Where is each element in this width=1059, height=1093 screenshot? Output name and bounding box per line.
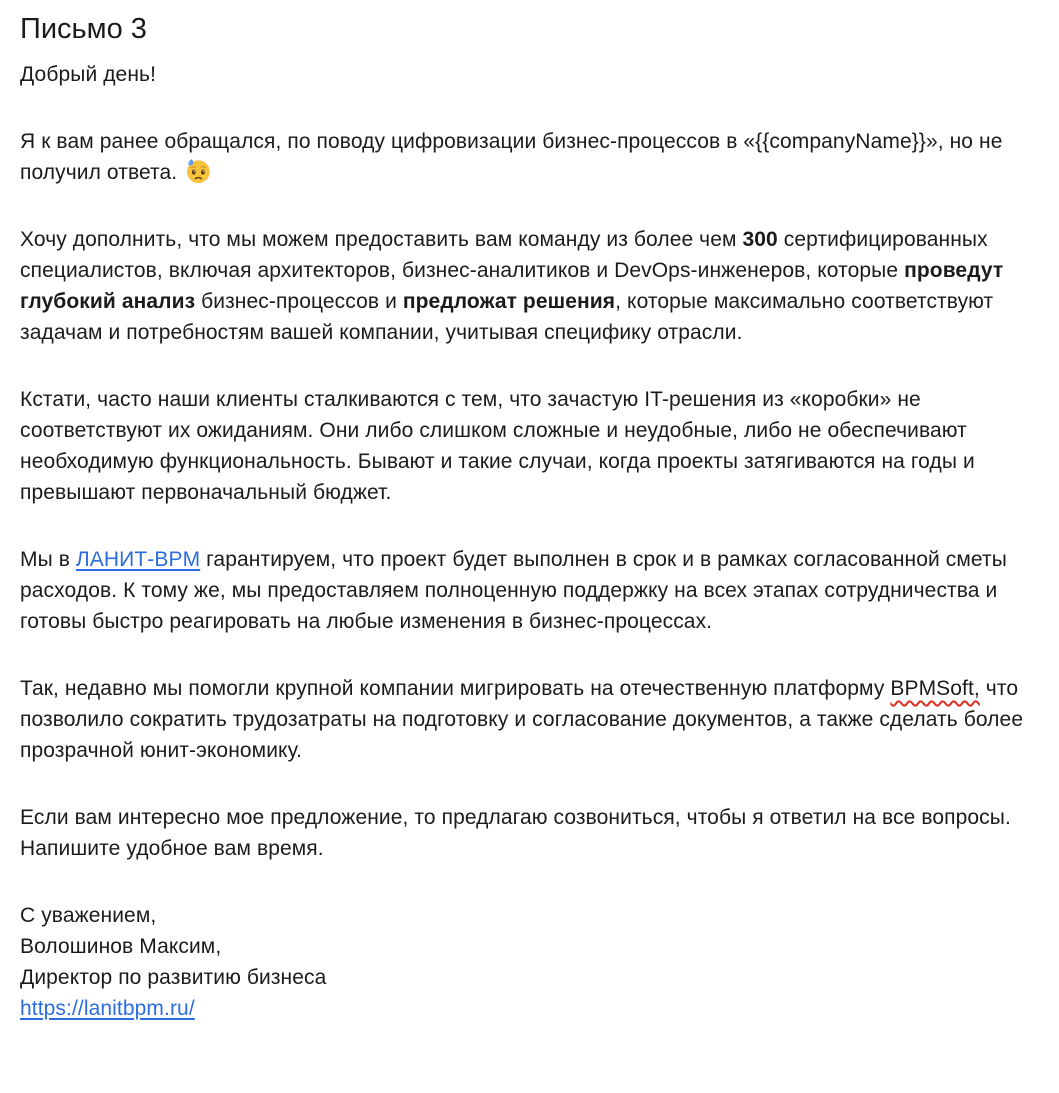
paragraph-guarantee [20,544,1038,637]
signature-name: Волошинов Максим, [20,935,222,958]
paragraph-team [20,224,1038,348]
team-text-2: сертифицированных специалистов, включая архитекторов, бизнес-аналитиков и DevOps-инженеров, которые [20,228,988,282]
guarantee-text-1: Мы в [20,548,76,571]
lanit-bpm-link[interactable]: ЛАНИТ-BPM [75,548,201,571]
team-text-3: бизнес-процессов и [195,290,403,313]
team-text-1: Хочу дополнить, что мы можем предоставить вам команду из более чем [20,228,743,251]
signature-role: Директор по развитию бизнеса [20,966,327,989]
bold-propose-solutions: предложат решения [402,290,616,313]
paragraph-case-study [20,673,1038,766]
paragraph-call-to-action [20,802,1038,864]
spellcheck-word-bpmsoft: BPMSoft, [890,677,980,700]
greeting-text: Добрый день! [20,63,157,86]
pain-points-text: Кстати, часто наши клиенты сталкиваются с тем, что зачастую IT-решения из «коробки» не соответствуют их ожиданиям. Они либо слишком сложные и неудобные, либо не обеспечивают необходимую функциональность. Бывают и такие случаи, когда проекты затягиваются на годы и превышают первоначальный бюджет. [20,388,975,504]
page-title: Письмо 3 [20,13,147,45]
bold-specialist-count: 300 [742,228,778,251]
call-to-action-text: Если вам интересно мое предложение, то предлагаю созвониться, чтобы я ответил на все вопросы. Напишите удобное вам время. [20,806,1011,860]
guarantee-text-2: гарантируем, что проект будет выполнен в срок и в рамках согласованной сметы расходов. К тому же, мы предоставляем полноценную поддержку на всех этапах сотрудничества и готовы быстро реагировать на любые изменения в бизнес-процессах. [20,548,1007,633]
case-study-text-1: Так, недавно мы помогли крупной компании мигрировать на отечественную платформу [20,677,891,700]
signature-closing: С уважением, [20,904,157,927]
paragraph-pain-points [20,384,1038,508]
sad-but-relieved-face-emoji [185,158,211,184]
intro-text: Я к вам ранее обращался, по поводу цифровизации бизнес-процессов в «{{companyName}}», но не получил ответа. [20,130,1003,184]
greeting-paragraph [20,59,1038,90]
paragraph-intro [20,126,1038,188]
bold-deep-analysis: проведут глубокий анализ [20,259,1004,313]
signature-block [20,900,1038,1024]
website-link[interactable]: https://lanitbpm.ru/ [20,997,195,1020]
team-text-4: , которые максимально соответствуют задачам и потребностям вашей компании, учитывая специфику отрасли. [20,290,994,344]
case-study-text-2: что позволило сократить трудозатраты на подготовку и согласование документов, а также сделать более прозрачной юнит-экономику. [20,677,1024,762]
